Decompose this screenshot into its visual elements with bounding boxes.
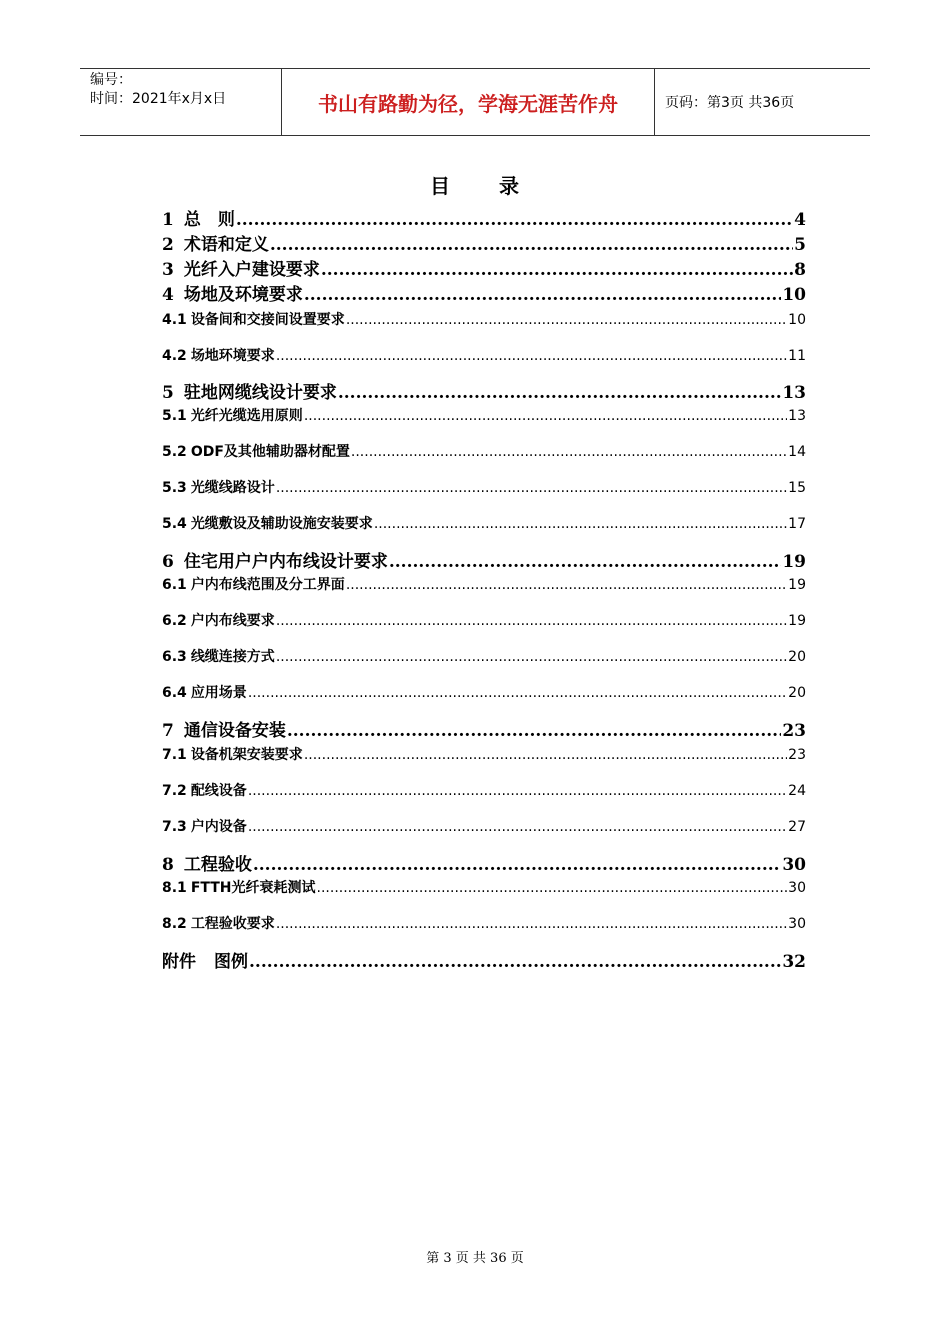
toc-entry-text: 设备间和交接间设置要求 — [190, 312, 345, 328]
page-footer: 第 3 页 共 36 页 — [426, 1251, 524, 1266]
toc-entry-number: 6.2 — [162, 613, 187, 629]
toc-title — [0, 170, 950, 199]
toc-entry-label — [162, 719, 286, 743]
toc-entry-label — [162, 744, 303, 766]
toc-leader-dots — [346, 574, 787, 596]
toc-entry-page: 15 — [788, 480, 806, 496]
toc-entry[interactable] — [162, 283, 806, 307]
toc-leader-dots — [389, 550, 781, 574]
toc-entry-label — [162, 477, 275, 499]
toc-entry-label — [162, 550, 388, 574]
toc-entry[interactable] — [162, 950, 806, 974]
toc-entry[interactable] — [162, 744, 806, 766]
toc-entry-text: 应用场景 — [190, 685, 247, 701]
toc-entry-page: 17 — [788, 516, 806, 532]
toc-entry[interactable] — [162, 441, 806, 463]
toc-entry-number: 4.2 — [162, 348, 187, 364]
toc-entry-page: 27 — [788, 819, 806, 835]
page-header — [80, 68, 870, 136]
toc-entry-label — [162, 345, 275, 367]
toc-entry-number: 5.1 — [162, 408, 187, 424]
toc-leader-dots — [248, 682, 787, 704]
toc-leader-dots — [317, 877, 788, 899]
toc-leader-dots — [248, 780, 787, 802]
toc-entry-label — [162, 513, 373, 535]
toc-entry[interactable] — [162, 682, 806, 704]
toc-leader-dots — [374, 513, 787, 535]
toc-entry-number: 8.1 — [162, 880, 187, 896]
toc-leader-dots — [253, 853, 781, 877]
toc-entry[interactable] — [162, 345, 806, 367]
toc-entry-page: 19 — [788, 577, 806, 593]
toc-title-part-a: 目 — [430, 174, 451, 198]
toc-entry-label — [162, 950, 248, 974]
toc-entry-page: 32 — [782, 952, 806, 972]
toc-entry-text: 户内设备 — [190, 819, 247, 835]
toc-entry-number: 5.3 — [162, 480, 187, 496]
toc-entry-text: 光缆敷设及辅助设施安装要求 — [190, 516, 373, 532]
toc-leader-dots — [287, 719, 781, 743]
toc-title-part-b: 录 — [499, 174, 520, 198]
toc-entry[interactable] — [162, 405, 806, 427]
toc-entry-text: 通信设备安装 — [183, 721, 286, 741]
toc-entry-page: 19 — [782, 552, 806, 572]
toc-entry-text: 工程验收要求 — [190, 916, 275, 932]
toc-entry-text: 户内布线范围及分工界面 — [190, 577, 345, 593]
toc-leader-dots — [276, 345, 787, 367]
toc-entry-label — [162, 682, 247, 704]
toc-entry-page: 19 — [788, 613, 806, 629]
toc-entry-text: 线缆连接方式 — [190, 649, 275, 665]
toc-entry-text: 配线设备 — [190, 783, 247, 799]
toc-entry-text: 工程验收 — [183, 855, 252, 875]
toc-entry[interactable] — [162, 381, 806, 405]
toc-entry[interactable] — [162, 208, 806, 232]
toc-entry-text: 总 则 — [183, 210, 235, 230]
toc-leader-dots — [276, 913, 787, 935]
toc-entry-text: 术语和定义 — [183, 235, 269, 255]
toc-entry-text: ODF及其他辅助器材配置 — [190, 444, 350, 460]
toc-entry-text: FTTH光纤衰耗测试 — [190, 880, 316, 896]
toc-leader-dots — [304, 283, 781, 307]
toc-entry-page: 23 — [788, 747, 806, 763]
toc-leader-dots — [249, 950, 781, 974]
toc-entry-page: 30 — [788, 916, 806, 932]
toc-entry-number: 6 — [162, 552, 174, 572]
toc-entry[interactable] — [162, 574, 806, 596]
toc-entry-text: 设备机架安装要求 — [190, 747, 303, 763]
toc-entry-text: 图例 — [214, 952, 248, 972]
toc-leader-dots — [346, 309, 787, 331]
toc-entry-label — [162, 646, 275, 668]
toc-entry[interactable] — [162, 513, 806, 535]
toc-entry-label — [162, 233, 269, 257]
toc-entry-text: 光缆线路设计 — [190, 480, 275, 496]
toc-leader-dots — [276, 610, 787, 632]
toc-entry-number: 8 — [162, 855, 174, 875]
toc-entry-page: 14 — [788, 444, 806, 460]
toc-entry-page: 13 — [782, 383, 806, 403]
toc-entry-label — [162, 574, 345, 596]
toc-leader-dots — [236, 208, 793, 232]
toc-entry-number: 8.2 — [162, 916, 187, 932]
toc-entry[interactable] — [162, 610, 806, 632]
toc-entry-page: 10 — [788, 312, 806, 328]
toc-entry[interactable] — [162, 780, 806, 802]
toc-entry-label — [162, 309, 345, 331]
toc-entry-number: 2 — [162, 235, 174, 255]
toc-entry-label — [162, 816, 247, 838]
toc-entry-number: 5.2 — [162, 444, 187, 460]
toc-entry-number: 5 — [162, 383, 174, 403]
toc-entry[interactable] — [162, 233, 806, 257]
toc-entry-number: 附件 — [162, 952, 196, 972]
toc-entry-page: 20 — [788, 685, 806, 701]
header-time-label: 时间：2021年x月x日 — [90, 91, 227, 107]
toc-entry[interactable] — [162, 258, 806, 282]
toc-leader-dots — [351, 441, 787, 463]
toc-entry-label — [162, 258, 320, 282]
toc-entry[interactable] — [162, 477, 806, 499]
toc-entry-number: 6.4 — [162, 685, 187, 701]
toc-entry-number: 7 — [162, 721, 174, 741]
toc-leader-dots — [276, 646, 787, 668]
toc-leader-dots — [304, 405, 787, 427]
toc-entry-label — [162, 877, 316, 899]
toc-entry[interactable] — [162, 309, 806, 331]
toc-entry[interactable] — [162, 550, 806, 574]
toc-entry-page: 4 — [794, 210, 806, 230]
toc-leader-dots — [304, 744, 787, 766]
toc-entry-text: 场地及环境要求 — [183, 285, 303, 305]
toc-entry-number: 5.4 — [162, 516, 187, 532]
toc-entry[interactable] — [162, 913, 806, 935]
toc-entry-page: 13 — [788, 408, 806, 424]
toc-entry-label — [162, 780, 247, 802]
toc-entry-text: 驻地网缆线设计要求 — [183, 383, 337, 403]
toc-entry-number: 7.3 — [162, 819, 187, 835]
toc-entry-page: 30 — [782, 855, 806, 875]
toc-entry-number: 3 — [162, 260, 174, 280]
header-number-label: 编号： — [90, 72, 132, 88]
toc-entry-label — [162, 610, 275, 632]
toc-leader-dots — [321, 258, 793, 282]
toc-entry-label — [162, 853, 252, 877]
header-meta — [80, 69, 282, 135]
toc-entry-page: 11 — [788, 348, 806, 364]
toc-entry-label — [162, 441, 350, 463]
toc-entry-text: 住宅用户户内布线设计要求 — [183, 552, 388, 572]
toc-entry-label — [162, 283, 303, 307]
toc-entry-number: 7.2 — [162, 783, 187, 799]
toc-entry[interactable] — [162, 646, 806, 668]
header-motto: 书山有路勤为径，学海无涯苦作舟 — [282, 69, 655, 135]
toc-entry-text: 光纤入户建设要求 — [183, 260, 320, 280]
toc-leader-dots — [338, 381, 781, 405]
toc-entry-page: 8 — [794, 260, 806, 280]
toc-entry-page: 20 — [788, 649, 806, 665]
toc-entry[interactable] — [162, 877, 806, 899]
toc-entry-page: 23 — [782, 721, 806, 741]
toc-entry-label — [162, 405, 303, 427]
toc-entry-text: 场地环境要求 — [190, 348, 275, 364]
toc-entry-page: 10 — [782, 285, 806, 305]
toc-entry-number: 4.1 — [162, 312, 187, 328]
toc-leader-dots — [270, 233, 793, 257]
toc-entry-number: 7.1 — [162, 747, 187, 763]
toc-leader-dots — [276, 477, 787, 499]
toc-entry-number: 6.1 — [162, 577, 187, 593]
toc-entry-text: 光纤光缆选用原则 — [190, 408, 303, 424]
toc-entry-label — [162, 208, 235, 232]
toc-leader-dots — [248, 816, 787, 838]
toc-entry-label — [162, 381, 337, 405]
toc-entry-number: 4 — [162, 285, 174, 305]
toc-entry-number: 1 — [162, 210, 174, 230]
toc-entry-page: 24 — [788, 783, 806, 799]
toc-entry-text: 户内布线要求 — [190, 613, 275, 629]
toc-entry[interactable] — [162, 853, 806, 877]
toc-entry-label — [162, 913, 275, 935]
toc-entry-number: 6.3 — [162, 649, 187, 665]
header-page-label: 页码：第3页 共36页 — [665, 95, 795, 111]
toc-entry-page: 30 — [788, 880, 806, 896]
toc-entry[interactable] — [162, 719, 806, 743]
toc-entry-page: 5 — [794, 235, 806, 255]
toc-entry[interactable] — [162, 816, 806, 838]
